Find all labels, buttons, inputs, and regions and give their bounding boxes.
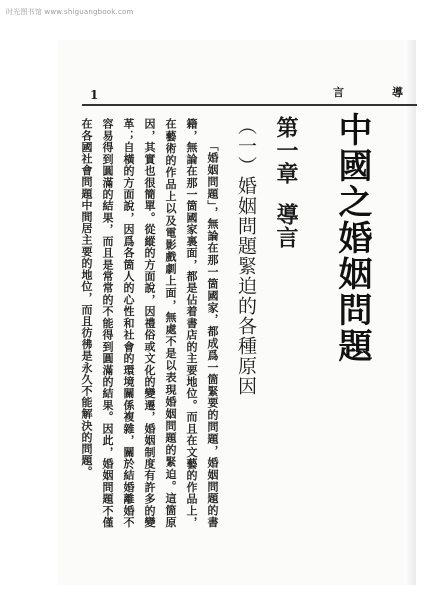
section-title: 婚姻問題緊迫的各種原因 [235, 176, 257, 396]
section-number: （一） [235, 116, 257, 176]
chapter-title: 導言 [273, 203, 299, 249]
header-rule [82, 104, 417, 106]
body-paragraph: 「婚姻問題」，無論在那一箇國家，都成爲一箇緊要的問題，婚姻問題的書籍，無論在那一箇國家裏面，都是佔着書店的主要地位。而且在文藝的作品上，在藝術的作品上以及電影戲劇上面，無處不是以表現婚姻問題的緊迫。這箇原因，其實也很簡單。從縱的方面說，因禮俗或文化的變遷，婚姻制度有許多的變革；自橫的方面說，因爲各箇人的心性和社會的環境關係複雜，關於結婚離婚不容易得到圓滿的結果，而且是常常的不能得到圓滿的結果。因此，婚姻問題不僅在各國社會問題中間居主要的地位，而且彷彿是永久不能解決的問題。 [80, 118, 219, 528]
binding-shadow [404, 40, 416, 585]
chapter-heading [275, 116, 297, 249]
running-head [333, 84, 415, 100]
body-text [80, 118, 223, 528]
page-number: 1 [90, 88, 99, 102]
running-head-char-1: 導 [392, 86, 415, 99]
chapter-label: 第一章 [273, 116, 299, 185]
watermark-text: 时光图书馆 www.shiguangbook.com [6, 8, 134, 16]
book-title: 中國之婚姻問題 [332, 112, 372, 364]
section-heading [236, 116, 255, 396]
running-head-char-2: 言 [333, 86, 356, 99]
